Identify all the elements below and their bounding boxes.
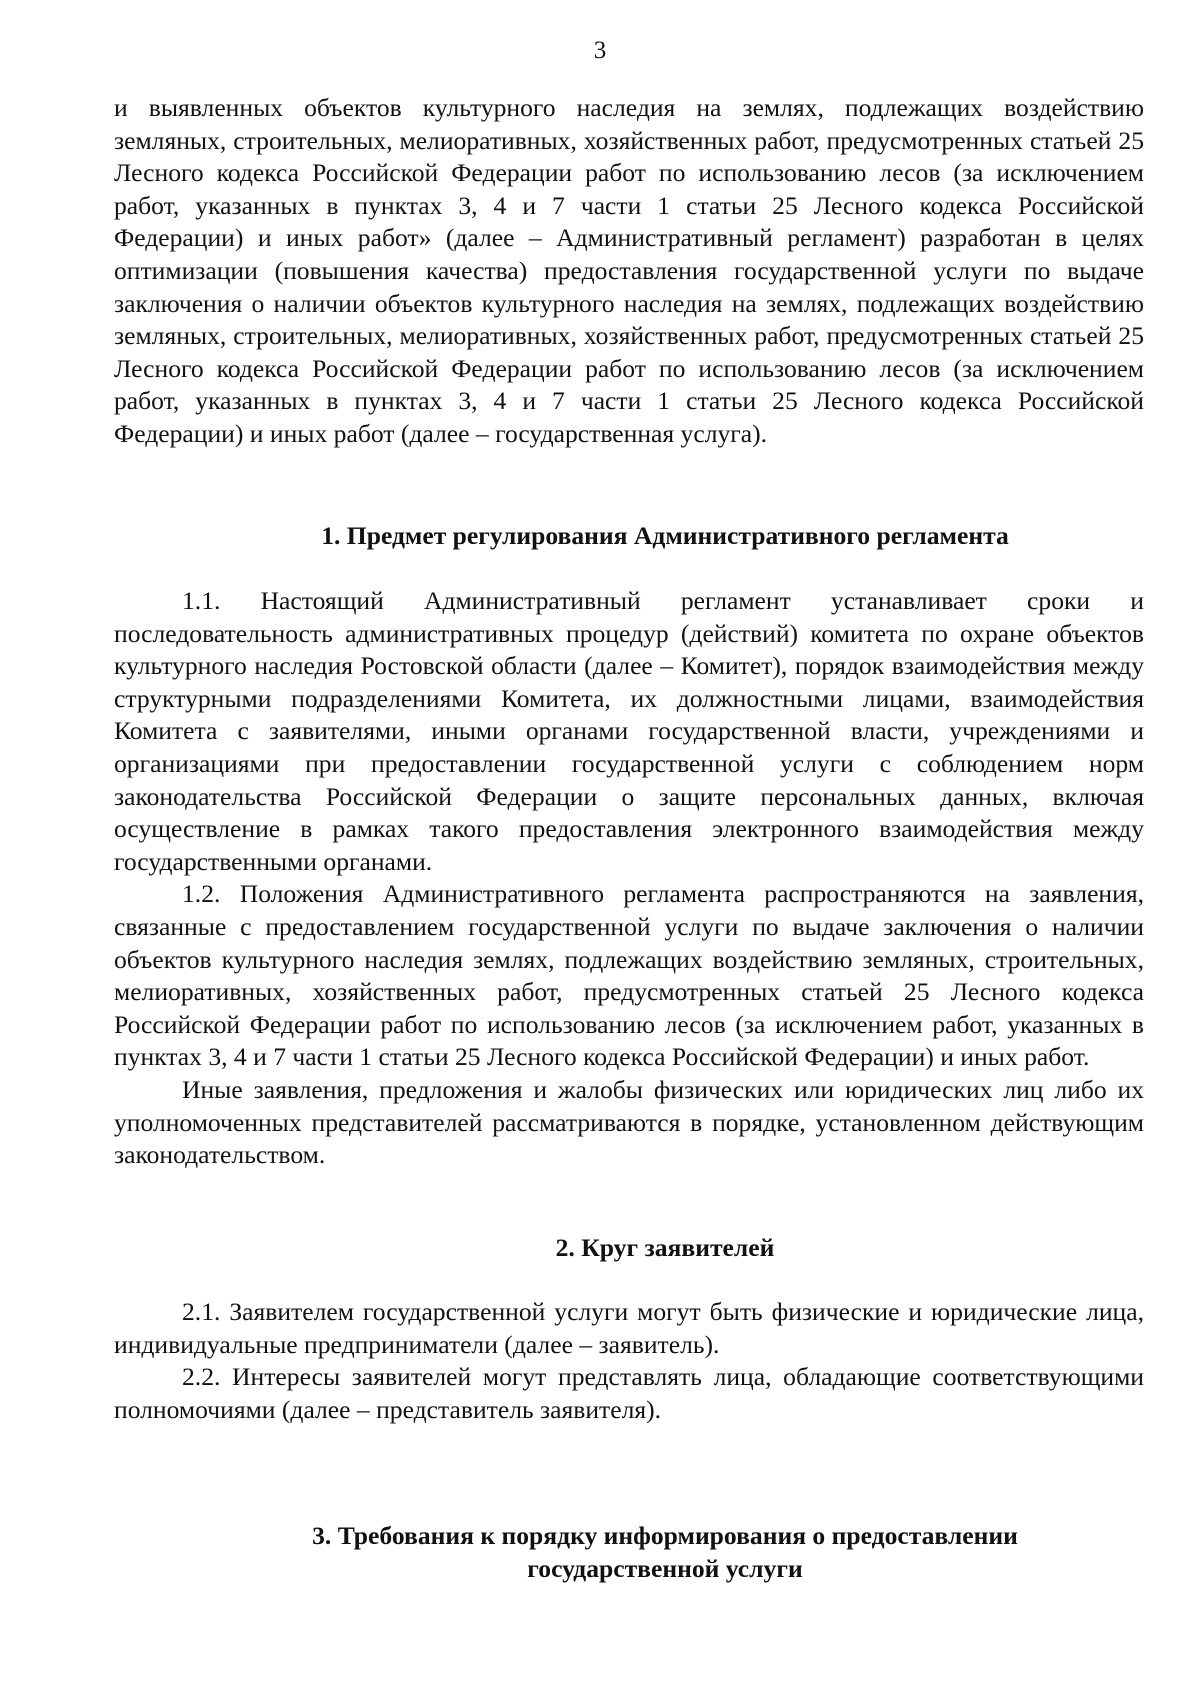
paragraph-2-2: 2.2. Интересы заявителей могут представлять лица, обладающие соответствующими полномочиями (далее – представитель заявителя). xyxy=(114,1362,1144,1424)
section-2-body xyxy=(114,1296,1144,1426)
paragraph-1-other: Иные заявления, предложения и жалобы физических или юридических лиц либо их уполномоченных представителей рассматриваются в порядке, установленном действующим законодательством. xyxy=(114,1074,1144,1170)
section-1-body xyxy=(114,585,1144,1172)
section-2-heading: 2. Круг заявителей xyxy=(555,1233,775,1262)
section-1-heading: 1. Предмет регулирования Административного регламента xyxy=(321,521,1009,550)
page-number: 3 xyxy=(593,37,607,64)
section-3-heading-line-2: государственной услуги xyxy=(527,1553,803,1583)
paragraph-1-1: 1.1. Настоящий Административный регламент устанавливает сроки и последовательность административных процедур (действий) комитета по охране объектов культурного наследия Ростовской области (далее – Комитет), порядок взаимодействия между структурными подразделениями Комитета, их должностными лицами, взаимодействия Комитета с заявителями, иными органами государственной власти, учреждениями и организациями при предоставлении государственной услуги с соблюдением норм законодательства Российской Федерации о защите персональных данных, включая осуществление в рамках такого предоставления электронного взаимодействия между государственными органами. xyxy=(114,586,1144,876)
paragraph-2-1: 2.1. Заявителем государственной услуги могут быть физические и юридические лица, индивидуальные предприниматели (далее – заявитель). xyxy=(114,1297,1144,1359)
section-3-heading-line-1: 3. Требования к порядку информирования о предоставлении xyxy=(312,1521,1018,1550)
intro-paragraph: и выявленных объектов культурного наследия на землях, подлежащих воздействию земляных, строительных, мелиоративных, хозяйственных работ, предусмотренных статьей 25 Лесного кодекса Российской Федерации работ по использованию лесов (за исключением работ, указанных в пунктах 3, 4 и 7 части 1 статьи 25 Лесного кодекса Российской Федерации) и иных работ» (далее – Административный регламент) разработан в целях оптимизации (повышения качества) предоставления государственной услуги по выдаче заключения о наличии объектов культурного наследия на землях, подлежащих воздействию земляных, строительных, мелиоративных, хозяйственных работ, предусмотренных статьей 25 Лесного кодекса Российской Федерации работ по использованию лесов (за исключением работ, указанных в пунктах 3, 4 и 7 части 1 статьи 25 Лесного кодекса Российской Федерации) и иных работ (далее – государственная услуга). xyxy=(114,93,1144,448)
intro-block xyxy=(114,92,1144,451)
paragraph-1-2: 1.2. Положения Административного регламента распространяются на заявления, связанные с предоставлением государственной услуги по выдаче заключения о наличии объектов культурного наследия землях, подлежащих воздействию земляных, строительных, мелиоративных, хозяйственных работ, предусмотренных статьей 25 Лесного кодекса Российской Федерации работ по использованию лесов (за исключением работ, указанных в пунктах 3, 4 и 7 части 1 статьи 25 Лесного кодекса Российской Федерации) и иных работ. xyxy=(114,879,1144,1072)
section-3-heading xyxy=(270,1520,1060,1585)
